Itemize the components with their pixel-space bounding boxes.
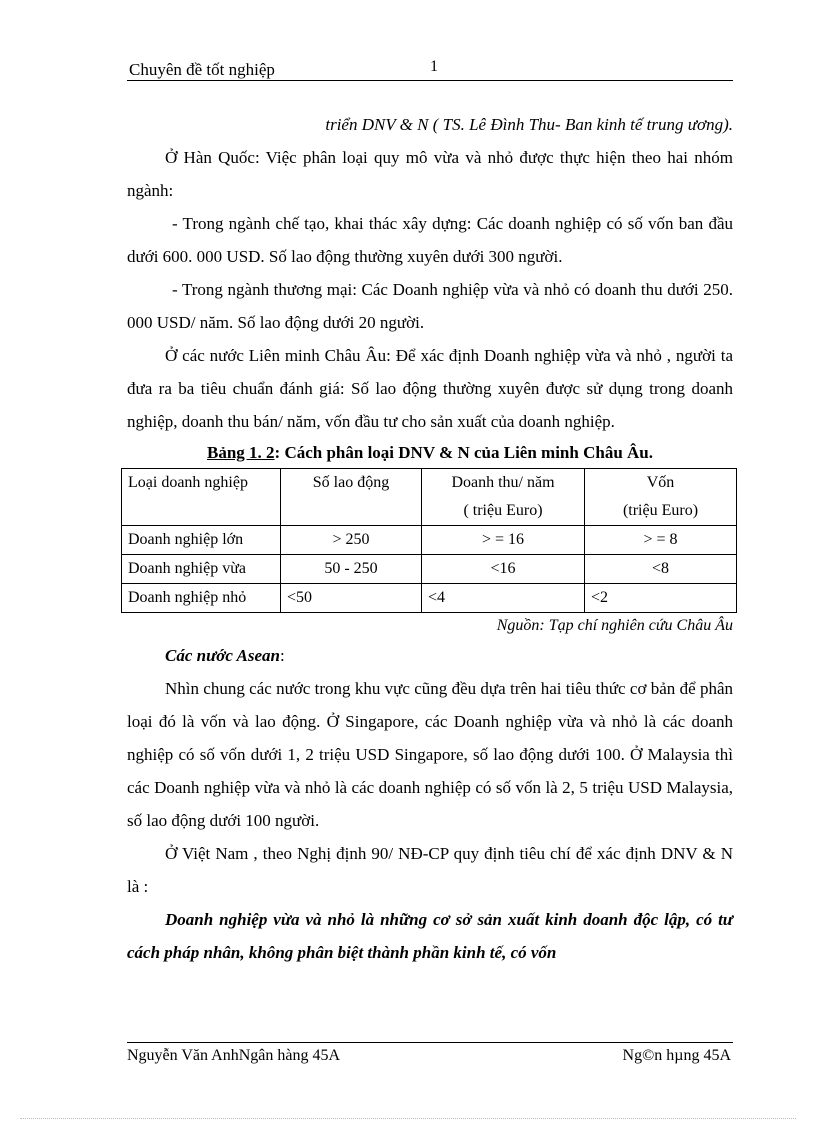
table-cell: <2 (585, 584, 737, 613)
table-row (122, 584, 737, 613)
header-cell: Vốn (triệu Euro) (585, 469, 737, 526)
header-title: Chuyên đề tốt nghiệp (129, 60, 275, 79)
table-caption (127, 438, 733, 468)
paragraph-korea: Ở Hàn Quốc: Việc phân loại quy mô vừa và nhỏ được thực hiện theo hai nhóm ngành: (127, 148, 733, 200)
table-caption-text: : Cách phân loại DNV & N của Liên minh Châu Âu. (274, 443, 654, 462)
table-cell: > 250 (281, 526, 422, 555)
table-cell: Doanh nghiệp vừa (122, 555, 281, 584)
paragraph-definition: Doanh nghiệp vừa và nhỏ là những cơ sở sản xuất kinh doanh độc lập, có tư cách pháp nhân, không phân biệt thành phần kinh tế, có vốn (127, 910, 733, 962)
table-caption-label: Bảng 1. 2 (206, 443, 275, 462)
header-cell: Loại doanh nghiệp (122, 469, 281, 526)
table-cell: Doanh nghiệp lớn (122, 526, 281, 555)
table-cell: <16 (422, 555, 585, 584)
table-header-row (122, 469, 737, 526)
paragraph-korea-manufacturing: - Trong ngành chế tạo, khai thác xây dựng: Các doanh nghiệp có số vốn ban đầu dưới 600. 000 USD. Số lao động thường xuyên dưới 300 người. (127, 214, 733, 266)
table-cell: 50 - 250 (281, 555, 422, 584)
header-cell: Doanh thu/ năm ( triệu Euro) (422, 469, 585, 526)
paragraph-continuation: triển DNV & N ( TS. Lê Đình Thu- Ban kinh tế trung ương). (325, 115, 733, 134)
asean-heading-colon: : (280, 646, 285, 665)
table-cell: > = 16 (422, 526, 585, 555)
paragraph-asean: Nhìn chung các nước trong khu vực cũng đều dựa trên hai tiêu thức cơ bản để phân loại đó là vốn và lao động. Ở Singapore, các Doanh nghiệp vừa và nhỏ là các doanh nghiệp có số vốn dưới 1, 2 triệu USD Singapore, số lao động dưới 100. Ở Malaysia thì các Doanh nghiệp vừa và nhỏ là các doanh nghiệp có số vốn là 2, 5 triệu USD Malaysia, số lao động dưới 100 người. (127, 679, 733, 830)
table-cell: > = 8 (585, 526, 737, 555)
footer-left: Nguyễn Văn AnhNgân hàng 45A (127, 1047, 341, 1064)
paragraph-eu: Ở các nước Liên minh Châu Âu: Để xác định Doanh nghiệp vừa và nhỏ , người ta đưa ra ba tiêu chuẩn đánh giá: Số lao động thường xuyên được sử dụng trong doanh nghiệp, doanh thu bán/ năm, vốn đầu tư cho sản xuất của doanh nghiệp. (127, 346, 733, 431)
table-cell: Doanh nghiệp nhỏ (122, 584, 281, 613)
page-number: 1 (430, 58, 438, 75)
page-bottom-border (20, 1118, 796, 1119)
page-header (127, 58, 733, 81)
asean-heading: Các nước Asean (165, 646, 281, 665)
paragraph-korea-trade: - Trong ngành thương mại: Các Doanh nghiệp vừa và nhỏ có doanh thu dưới 250. 000 USD/ năm. Số lao động dưới 20 người. (127, 280, 733, 332)
page-footer (127, 1042, 733, 1064)
table-row (122, 555, 737, 584)
table-cell: <50 (281, 584, 422, 613)
table-cell: <4 (422, 584, 585, 613)
asean-heading-line (127, 639, 733, 672)
document-body (127, 108, 733, 969)
table-cell: <8 (585, 555, 737, 584)
footer-right: Ng©n hµng 45A (622, 1047, 731, 1064)
table-source: Nguồn: Tạp chí nghiên cứu Châu Âu (496, 617, 733, 634)
eu-classification-table (121, 468, 737, 613)
table-row (122, 526, 737, 555)
paragraph-vietnam: Ở Việt Nam , theo Nghị định 90/ NĐ-CP quy định tiêu chí để xác định DNV & N là : (127, 844, 733, 896)
header-cell: Số lao động (281, 469, 422, 526)
